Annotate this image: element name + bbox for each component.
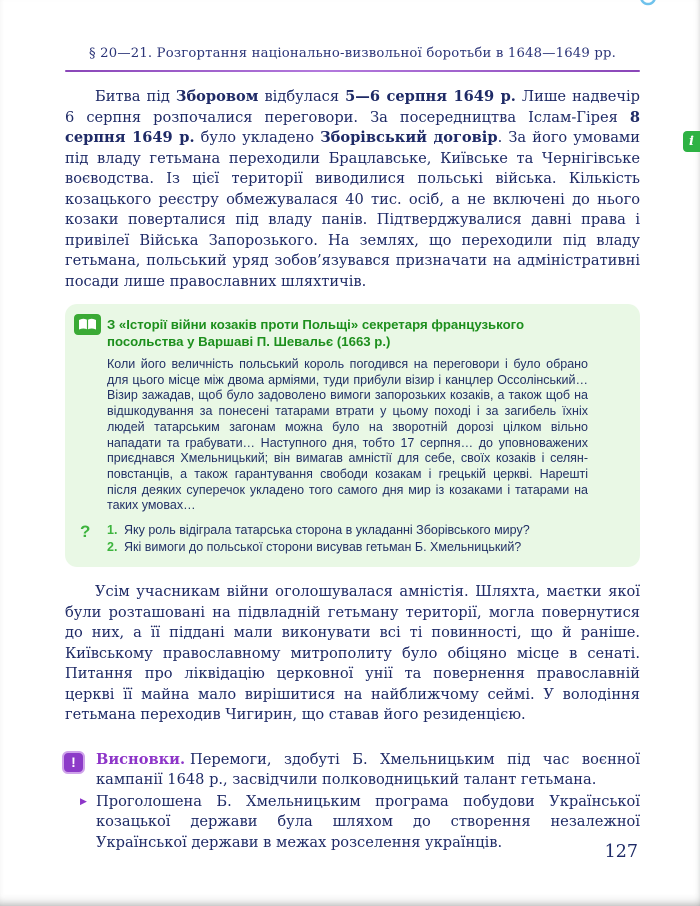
- header-divider: [65, 70, 640, 72]
- conclusions-block: [65, 750, 640, 854]
- question-number: 2.: [107, 539, 118, 554]
- conclusion-text: Проголошена Б. Хмельницьким програма побудови Української козацької держави була шляхом до створення незалежної Української держави в межах розселення українців.: [96, 792, 640, 851]
- exclamation-icon: !: [62, 751, 85, 774]
- source-excerpt-box: [65, 304, 640, 567]
- paragraph-amnesty: Усім учасникам війни оголошувалася амністія. Шляхта, маєтки якої були розташовані на підвладній гетьману території, могла повернутися до них, а її піддані мали виконувати всі ті повинності, що й раніше. Київському православному митрополиту було обіцяно місце в сенаті. Питання про ліквідацію церковної унії та повернення православній церкві її майна мало вирішитися на найближчому сеймі. У володіння гетьмана переходив Чигирин, що ставав його резиденцією.: [65, 583, 640, 724]
- conclusions-label: Висновки.: [96, 750, 186, 768]
- conclusion-item: [96, 750, 640, 791]
- question-item: [107, 539, 588, 556]
- question-text: Які вимоги до польської сторони висував гетьман Б. Хмельницький?: [124, 539, 522, 554]
- source-questions: [80, 522, 588, 555]
- chapter-title: § 20—21. Розгортання національно-визвольної боротьби в 1648—1649 рр.: [88, 46, 617, 61]
- page-number: 127: [604, 842, 638, 862]
- source-text: Коли його величність польський король погодився на переговори і було обрано для цього місце між двома арміями, туди прибули візир і канцлер Оссолінський… Візир зажадав, щоб було задоволено вимоги запорозьких козаків, а також щоб на відшкодування за понесені татарами втрати у цьому поході і за загибель їхніх людей татарським загонам можна було на зворотній дорозі цілком вільно нападати та грабувати… Наступного дня, тобто 17 серпня… до уповноважених приєднався Хмельницький; він вимагав амністії для себе, своїх козаків і селян-повстанців, а також гарантування свободи козакам і грецькій церкві. Нарешті після деяких суперечок укладено того самого дня мир із козаками і татарами на таких умовах…: [107, 357, 588, 513]
- chapter-header: [65, 46, 640, 70]
- conclusion-text: Перемоги, здобуті Б. Хмельницьким під час воєнної кампанії 1648 р., засвідчили полководницький талант гетьмана.: [96, 750, 640, 789]
- question-item: [107, 522, 588, 539]
- conclusion-item: [80, 792, 640, 854]
- book-icon: [74, 314, 101, 339]
- paragraph-zboriv-treaty: Битва під Зборовом відбулася 5—6 серпня 1649 р. Лише надвечір 6 серпня розпочалися переговори. За посередництва Іслам-Гірея 8 серпня 1649 р. було укладено Зборівський договір. За його умовами під владу гетьмана переходили Брацлавське, Київське та Чернігівське воєводства. Із цієї території виводилися польські війська. Кількість козацького реєстру обмежувалася 40 тис. осіб, а не включені до нього козаки поверталися під владу панів. Підтверджувалися давні права і привілеї Війська Запорозького. На землях, що переходили під владу гетьмана, польський уряд зобов’язувався призначати на адміністративні посади лише православних шляхтичів.: [65, 88, 640, 290]
- question-mark-icon: ?: [80, 522, 91, 542]
- source-title: З «Історії війни козаків проти Польщі» секретаря французького посольства у Варшаві П. Шевальє (1663 р.): [107, 317, 525, 349]
- publisher-logo-icon: [638, 0, 694, 10]
- publisher-watermark: [638, 0, 694, 14]
- info-icon[interactable]: і: [683, 131, 700, 152]
- question-number: 1.: [107, 523, 118, 538]
- triangle-bullet-icon: ▶: [80, 796, 87, 807]
- question-text: Яку роль відіграла татарська сторона в укладанні Зборівського миру?: [124, 523, 530, 538]
